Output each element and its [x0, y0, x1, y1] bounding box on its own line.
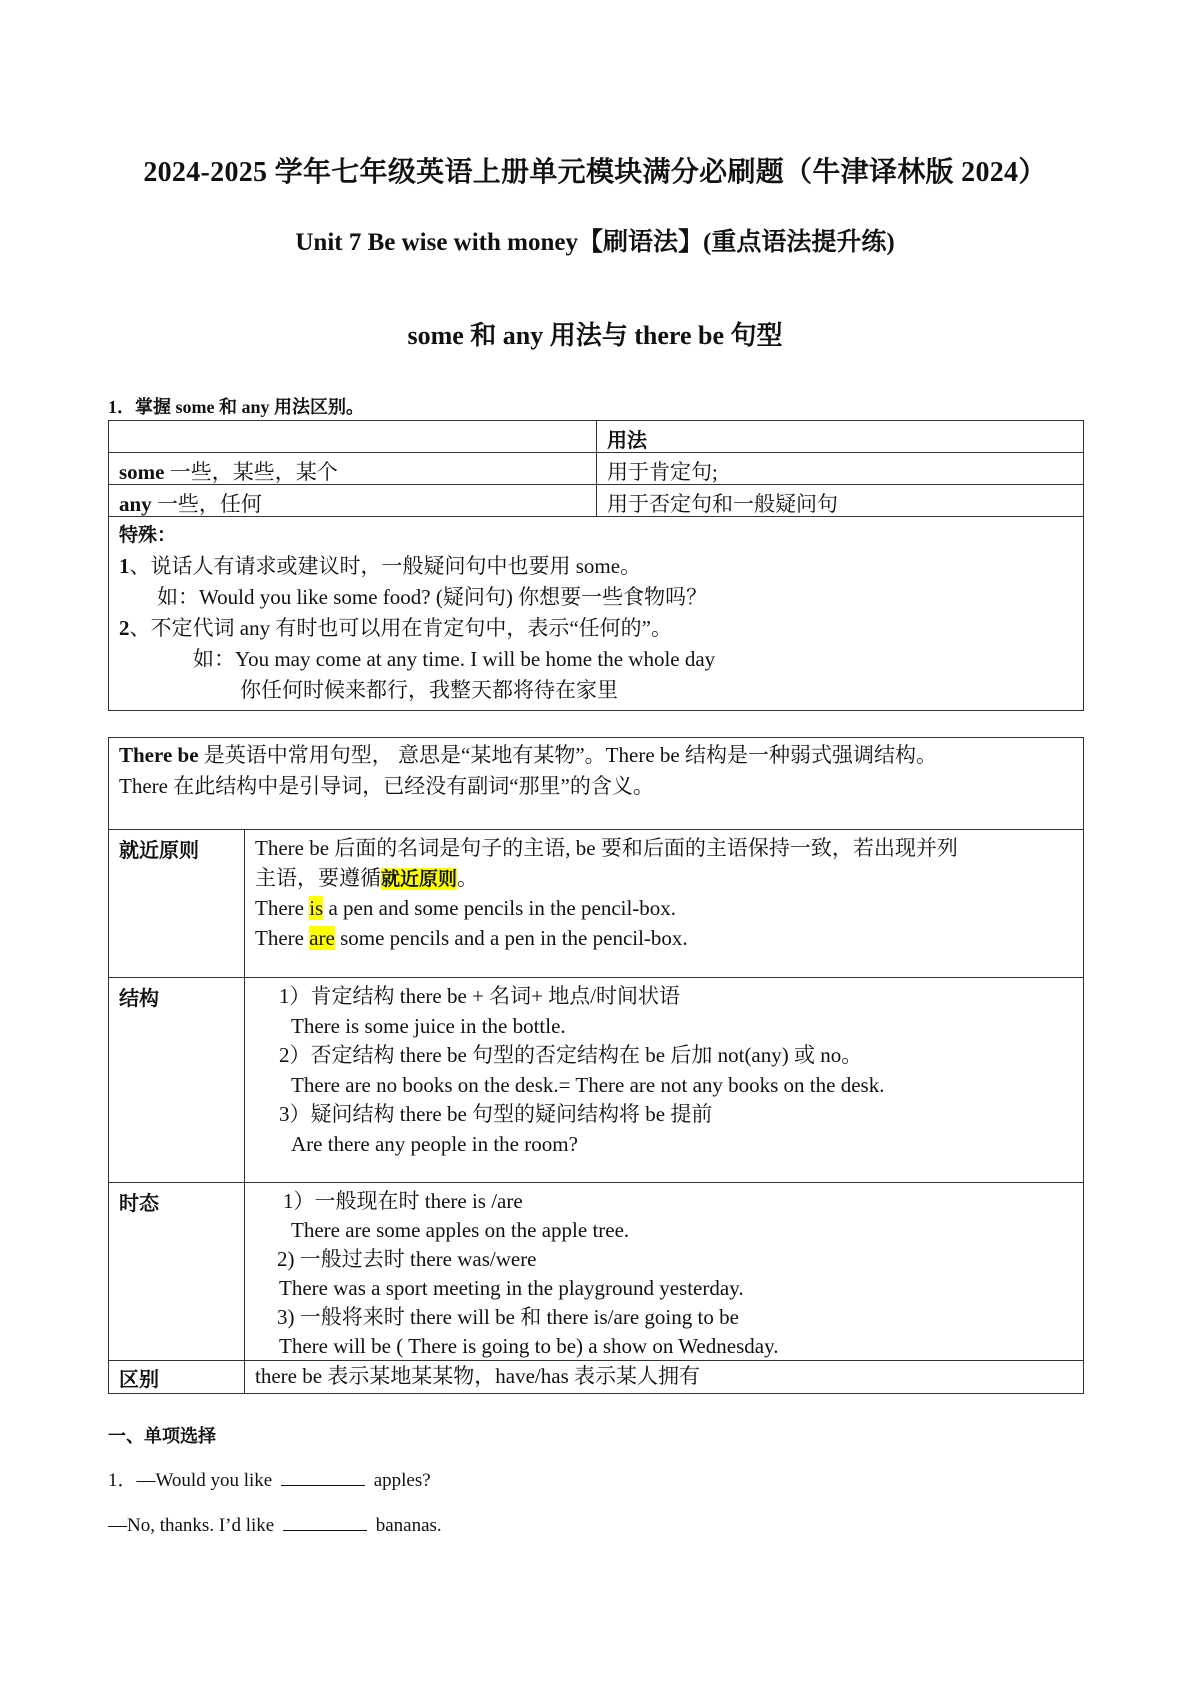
answer-blank[interactable] — [281, 1467, 365, 1486]
question-1-line-b: —No, thanks. I’d like bananas. — [108, 1512, 442, 1537]
there-be-intro: There be 是英语中常用句型， 意思是“某地有某物”。There be 结构是一种弱式强调结构。 There 在此结构中是引导词，已经没有副词“那里”的含义。 — [109, 738, 1083, 830]
rule-content: there be 表示某地某某物，have/has 表示某人拥有 — [255, 1364, 701, 1388]
table-header-empty-cell — [109, 421, 597, 452]
intro-line-2: There 在此结构中是引导词，已经没有副词“那里”的含义。 — [119, 774, 654, 798]
special-rule-2: 2、不定代词 any 有时也可以用在肯定句中，表示“任何的”。 — [119, 616, 672, 640]
rule-label: 区别 — [109, 1361, 245, 1393]
special-example-1: 如：Would you like some food? (疑问句) 你想要一些食物吗？ — [157, 585, 708, 609]
section1-heading: 1．掌握 some 和 any 用法区别。 — [108, 397, 364, 417]
rule-content: There be 后面的名词是句子的主语, be 要和后面的主语保持一致，若出现并列 主语，要遵循就近原则。 There is a pen and some pencils in the pencil-box. There are some pencils and a pen in the pencil-box. — [255, 836, 958, 950]
document-title: 2024-2025 学年七年级英语上册单元模块满分必刷题（牛津译林版 2024） — [143, 157, 1047, 188]
table-header-row — [109, 421, 1083, 453]
usage-cell: 用于肯定句; — [607, 460, 718, 484]
rule-label: 就近原则 — [109, 830, 245, 977]
rule-tense-row — [109, 1183, 1083, 1361]
word-cell — [109, 485, 597, 516]
word-any: any — [119, 492, 152, 516]
question-1-line-a: 1．—Would you like apples? — [108, 1465, 431, 1492]
exercise-section-heading: 一、单项选择 — [108, 1426, 216, 1447]
highlighted-are: are — [309, 925, 335, 950]
highlighted-term: 就近原则 — [381, 867, 458, 890]
special-label: 特殊： — [119, 524, 177, 546]
intro-bold: There be — [119, 743, 199, 767]
table-row-some — [109, 453, 1083, 485]
some-any-table — [108, 420, 1084, 711]
word-meaning: 一些，某些，某个 — [164, 460, 338, 484]
topic-heading: some 和 any 用法与 there be 句型 — [407, 321, 783, 350]
rule-proximity-row — [109, 830, 1083, 978]
special-example-2: 如：You may come at any time. I will be home the whole day — [193, 647, 716, 671]
table-header-usage: 用法 — [607, 428, 647, 452]
special-cases-cell — [109, 517, 1083, 710]
rule-difference-row — [109, 1361, 1083, 1393]
there-be-table — [108, 737, 1084, 1394]
rule-content: 1）一般现在时 there is /are There are some apples on the apple tree. 2) 一般过去时 there was/were There was a sport meeting in the playground yesterday. 3) 一般将来时 there will be 和 there is/are going to be There will be ( There is going to be) a show on Wednesday. — [277, 1189, 779, 1358]
word-some: some — [119, 460, 165, 484]
word-meaning: 一些，任何 — [151, 492, 262, 516]
rule-label: 结构 — [109, 978, 245, 1182]
document-subtitle: Unit 7 Be wise with money【刷语法】(重点语法提升练) — [295, 229, 895, 256]
table-row-any — [109, 485, 1083, 517]
word-cell — [109, 453, 597, 484]
special-rule-1: 1、说话人有请求或建议时，一般疑问句中也要用 some。 — [119, 554, 642, 578]
rule-structure-row — [109, 978, 1083, 1183]
rule-content: 1）肯定结构 there be + 名词+ 地点/时间状语 There is some juice in the bottle. 2）否定结构 there be 句型的否定结构在 be 后加 not(any) 或 no。 There are no books on the desk.= There are not any books on the desk. 3）疑问结构 there be 句型的疑问结构将 be 提前 Are there any people in the room? — [279, 984, 885, 1156]
highlighted-is: is — [309, 896, 324, 920]
usage-cell: 用于否定句和一般疑问句 — [607, 492, 838, 516]
answer-blank[interactable] — [283, 1512, 367, 1531]
special-translation-2: 你任何时候来都行，我整天都将待在家里 — [240, 678, 618, 702]
rule-label: 时态 — [109, 1183, 245, 1360]
